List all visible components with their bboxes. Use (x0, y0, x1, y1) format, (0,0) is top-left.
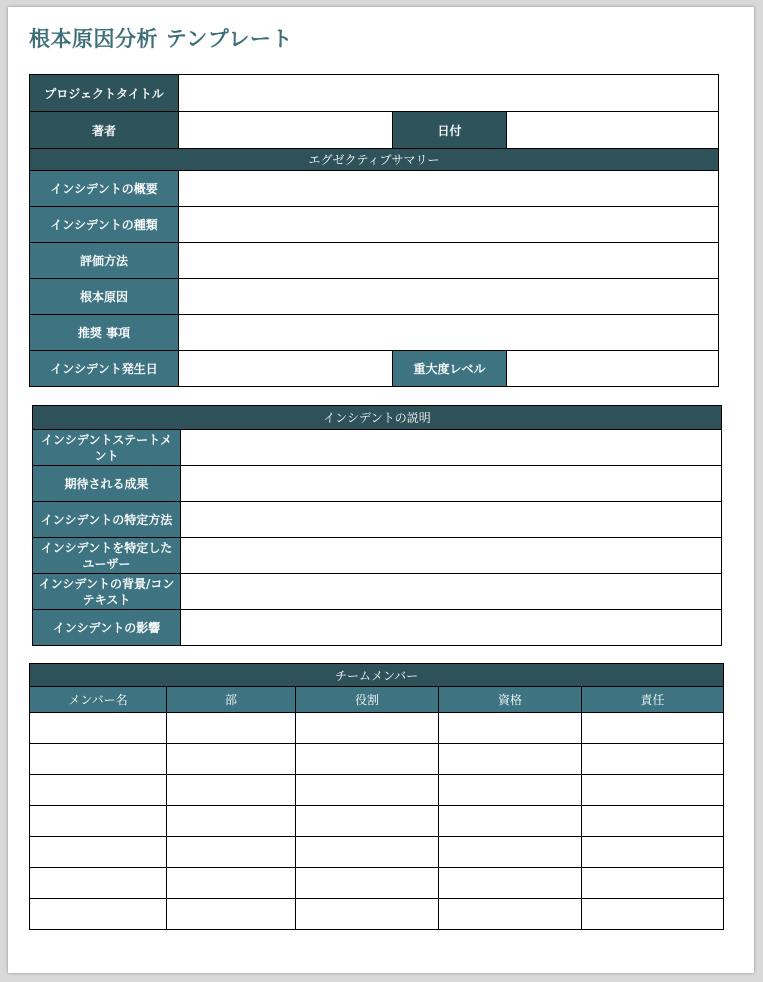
incident-context-field[interactable] (181, 574, 722, 610)
table-cell[interactable] (582, 744, 724, 775)
severity-level-label: 重大度レベル (393, 351, 507, 387)
column-member-name: メンバー名 (30, 687, 167, 713)
table-cell[interactable] (30, 837, 167, 868)
table-cell[interactable] (439, 806, 582, 837)
table-cell[interactable] (296, 806, 439, 837)
incident-date-label: インシデント発生日 (30, 351, 179, 387)
table-cell[interactable] (582, 868, 724, 899)
page-title: 根本原因分析 テンプレート (29, 27, 293, 51)
incident-impact-label: インシデントの影響 (33, 610, 181, 646)
table-cell[interactable] (167, 837, 296, 868)
identification-method-label: インシデントの特定方法 (33, 502, 181, 538)
column-responsibility: 責任 (582, 687, 724, 713)
table-cell[interactable] (30, 744, 167, 775)
table-cell[interactable] (296, 744, 439, 775)
table-cell[interactable] (439, 713, 582, 744)
table-cell[interactable] (167, 744, 296, 775)
table-cell[interactable] (167, 899, 296, 930)
table-cell[interactable] (582, 837, 724, 868)
author-label: 著者 (30, 112, 179, 149)
recommendations-label: 推奨 事項 (30, 315, 179, 351)
table-cell[interactable] (582, 775, 724, 806)
identified-by-label: インシデントを特定したユーザー (33, 538, 181, 574)
column-role: 役割 (296, 687, 439, 713)
incident-impact-field[interactable] (181, 610, 722, 646)
table-cell[interactable] (167, 775, 296, 806)
table-cell[interactable] (30, 806, 167, 837)
incident-date-field[interactable] (179, 351, 393, 387)
incident-description-header: インシデントの説明 (33, 406, 722, 430)
table-cell[interactable] (582, 899, 724, 930)
table-cell[interactable] (167, 806, 296, 837)
expected-outcome-field[interactable] (181, 466, 722, 502)
project-title-field[interactable] (179, 75, 719, 112)
date-field[interactable] (507, 112, 719, 149)
identification-method-field[interactable] (181, 502, 722, 538)
column-department: 部 (167, 687, 296, 713)
evaluation-method-field[interactable] (179, 243, 719, 279)
incident-statement-label: インシデントステートメント (33, 430, 181, 466)
table-cell[interactable] (582, 806, 724, 837)
team-members-header: チームメンバー (30, 664, 724, 687)
root-cause-label: 根本原因 (30, 279, 179, 315)
table-row (30, 806, 724, 837)
executive-summary-header: エグゼクティブサマリー (30, 149, 719, 171)
table-row (30, 899, 724, 930)
incident-type-label: インシデントの種類 (30, 207, 179, 243)
author-field[interactable] (179, 112, 393, 149)
table-row (30, 868, 724, 899)
incident-statement-field[interactable] (181, 430, 722, 466)
project-title-label: プロジェクトタイトル (30, 75, 179, 112)
team-members-table (29, 663, 724, 930)
incident-overview-field[interactable] (179, 171, 719, 207)
incident-description-table (32, 405, 722, 646)
table-cell[interactable] (439, 775, 582, 806)
table-cell[interactable] (296, 775, 439, 806)
column-qualification: 資格 (439, 687, 582, 713)
table-cell[interactable] (296, 713, 439, 744)
table-row (30, 775, 724, 806)
table-cell[interactable] (439, 899, 582, 930)
table-cell[interactable] (296, 899, 439, 930)
table-row (30, 837, 724, 868)
table-cell[interactable] (296, 837, 439, 868)
summary-table (29, 74, 719, 387)
table-cell[interactable] (167, 868, 296, 899)
table-cell[interactable] (439, 868, 582, 899)
table-cell[interactable] (439, 744, 582, 775)
table-cell[interactable] (296, 868, 439, 899)
table-cell[interactable] (30, 899, 167, 930)
table-cell[interactable] (439, 837, 582, 868)
document-page (8, 7, 754, 973)
incident-context-label: インシデントの背景/コンテキスト (33, 574, 181, 610)
incident-type-field[interactable] (179, 207, 719, 243)
severity-level-field[interactable] (507, 351, 719, 387)
root-cause-field[interactable] (179, 279, 719, 315)
table-cell[interactable] (582, 713, 724, 744)
table-cell[interactable] (30, 775, 167, 806)
table-cell[interactable] (167, 713, 296, 744)
table-cell[interactable] (30, 868, 167, 899)
recommendations-field[interactable] (179, 315, 719, 351)
evaluation-method-label: 評価方法 (30, 243, 179, 279)
table-row (30, 744, 724, 775)
expected-outcome-label: 期待される成果 (33, 466, 181, 502)
incident-overview-label: インシデントの概要 (30, 171, 179, 207)
table-row (30, 713, 724, 744)
identified-by-field[interactable] (181, 538, 722, 574)
date-label: 日付 (393, 112, 507, 149)
table-cell[interactable] (30, 713, 167, 744)
